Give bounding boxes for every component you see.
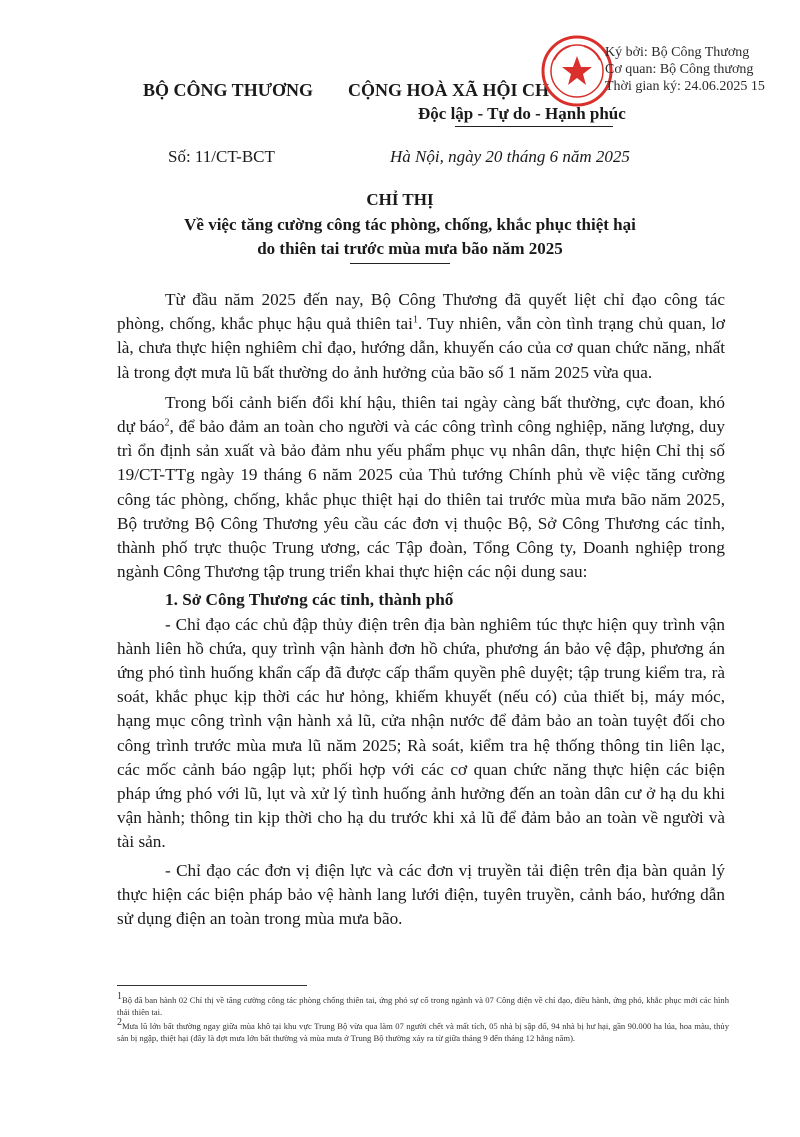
state-emblem-seal-icon xyxy=(540,34,614,108)
document-subject xyxy=(150,213,670,261)
republic-name: CỘNG HOÀ XÃ HỘI CH xyxy=(348,80,550,100)
section-1-item-1: - Chỉ đạo các chủ đập thủy điện trên địa bàn nghiêm túc thực hiện quy trình vận hành liên hồ chứa, quy trình vận hành đơn hồ chứa, phương án bảo vệ đập, phương án ứng phó tình huống khẩn cấp đã được cấp thẩm quyền phê duyệt; tập trung kiểm tra, rà soát, khắc phục kịp thời các hư hỏng, khiếm khuyết (nếu có) của thiết bị, máy móc, hạng mục công trình vận hành xả lũ, cửa nhận nước để đảm bảo an toàn tuyệt đối cho công trình trước mùa mưa lũ năm 2025; Rà soát, kiểm tra hệ thống thông tin liên lạc, các mốc cảnh báo ngập lụt; phối hợp với các cơ quan chức năng thực hiện các biện pháp ứng phó với lũ, lụt và xử lý tình huống ảnh hưởng đến an toàn dân cư ở hạ du khi vận hành; thông tin kịp thời cho hạ du trước khi xả lũ để đảm bảo an toàn về người và tài sản. xyxy=(117,614,725,852)
signature-agency: Cơ quan: Bộ Công thương xyxy=(605,62,754,77)
subject-line-2: do thiên tai trước mùa mưa bão năm 2025 xyxy=(257,239,563,258)
paragraph-2 xyxy=(117,391,725,585)
paragraph-2-text-rest: , để bảo đảm an toàn cho người và các công trình công nghiệp, năng lượng, duy trì ổn định sản xuất và bảo đảm nhu yếu phẩm phục vụ nhân dân, thực hiện Chỉ thị số 19/CT-TTg ngày 19 tháng 6 năm 2025 của Thủ tướng Chính phủ về việc tăng cường công tác phòng, chống, khắc phục thiệt hại do thiên tai trước mùa mưa bão năm 2025, Bộ trưởng Bộ Công Thương yêu cầu các đơn vị thuộc Bộ, Sở Công Thương các tỉnh, thành phố trực thuộc Trung ương, các Tập đoàn, Tổng Công ty, Doanh nghiệp trong ngành Công Thương tập trung triển khai thực hiện các nội dung sau: xyxy=(117,417,725,582)
subject-line-1: Về việc tăng cường công tác phòng, chống, khắc phục thiệt hại xyxy=(184,215,636,234)
footnote-divider xyxy=(117,985,307,986)
document-type: CHỈ THỊ xyxy=(366,190,434,209)
signature-time: Thời gian ký: 24.06.2025 15 xyxy=(605,79,765,94)
paragraph-1-text: Từ đầu năm 2025 đến nay, Bộ Công Thương đã quyết liệt chỉ đạo công tác phòng, chống, khắc phục hậu quả thiên tai xyxy=(117,290,725,334)
document-body xyxy=(117,288,725,931)
footnote-2 xyxy=(117,1017,729,1044)
ministry-name: BỘ CÔNG THƯƠNG xyxy=(143,80,314,100)
subject-underline xyxy=(350,263,450,264)
footnote-1 xyxy=(117,991,729,1018)
section-1-item-2: - Chỉ đạo các đơn vị điện lực và các đơn vị truyền tải điện trên địa bàn quản lý thực hiện các biện pháp bảo vệ hành lang lưới điện, tuyên truyền, cảnh báo, hướng dẫn sử dụng điện an toàn trong mùa mưa bão. xyxy=(117,860,725,929)
footnote-2-mark: 2 xyxy=(117,1017,122,1029)
motto-underline xyxy=(455,126,613,127)
place-date: Hà Nội, ngày 20 tháng 6 năm 2025 xyxy=(390,147,630,166)
footnotes xyxy=(117,991,729,1047)
paragraph-2-text: Trong bối cảnh biến đổi khí hậu, thiên tai ngày càng bất thường, cực đoan, khó dự báo xyxy=(117,392,725,437)
footnote-2-text: Mưa lũ lớn bất thường ngay giữa mùa khô tại khu vực Trung Bộ vừa qua làm 07 người chết và mất tích, 05 nhà bị sập đổ, 94 nhà bị hư hại, gần 90.000 ha lúa, hoa màu, thủy sản bị ngập, thiệt hại (đây là đợt mưa lớn bất thường và mùa mưa ở Trung Bộ thường xảy ra từ giữa tháng 9 đến tháng 12 hằng năm). xyxy=(117,1021,729,1043)
signature-signed-by: Ký bởi: Bộ Công Thương xyxy=(605,45,750,60)
paragraph-1 xyxy=(117,288,725,385)
digital-signature-info xyxy=(605,44,765,95)
national-motto: Độc lập - Tự do - Hạnh phúc xyxy=(418,104,626,123)
footnote-1-text: Bộ đã ban hành 02 Chỉ thị về tăng cường công tác phòng chống thiên tai, ứng phó sự cố trong ngành và 07 Công điện về chỉ đạo, điều hành, ứng phó, khắc phục mới các hình thái thiên tai. xyxy=(117,995,729,1017)
footnote-1-mark: 1 xyxy=(117,991,122,1003)
section-1-heading: 1. Sở Công Thương các tỉnh, thành phố xyxy=(165,590,454,610)
footnote-ref-1: 1 xyxy=(412,314,418,326)
footnote-ref-2: 2 xyxy=(164,417,170,429)
document-number: Số: 11/CT-BCT xyxy=(168,147,275,166)
paragraph-1-text-rest: . Tuy nhiên, vẫn còn tình trạng chủ quan, lơ là, chưa thực hiện nghiêm chỉ đạo, hướng dẫn, khuyến cáo của cơ quan chức năng, nhất là trong đợt mưa lũ bất thường do ảnh hưởng của bão số 1 năm 2025 vừa qua. xyxy=(117,314,725,382)
